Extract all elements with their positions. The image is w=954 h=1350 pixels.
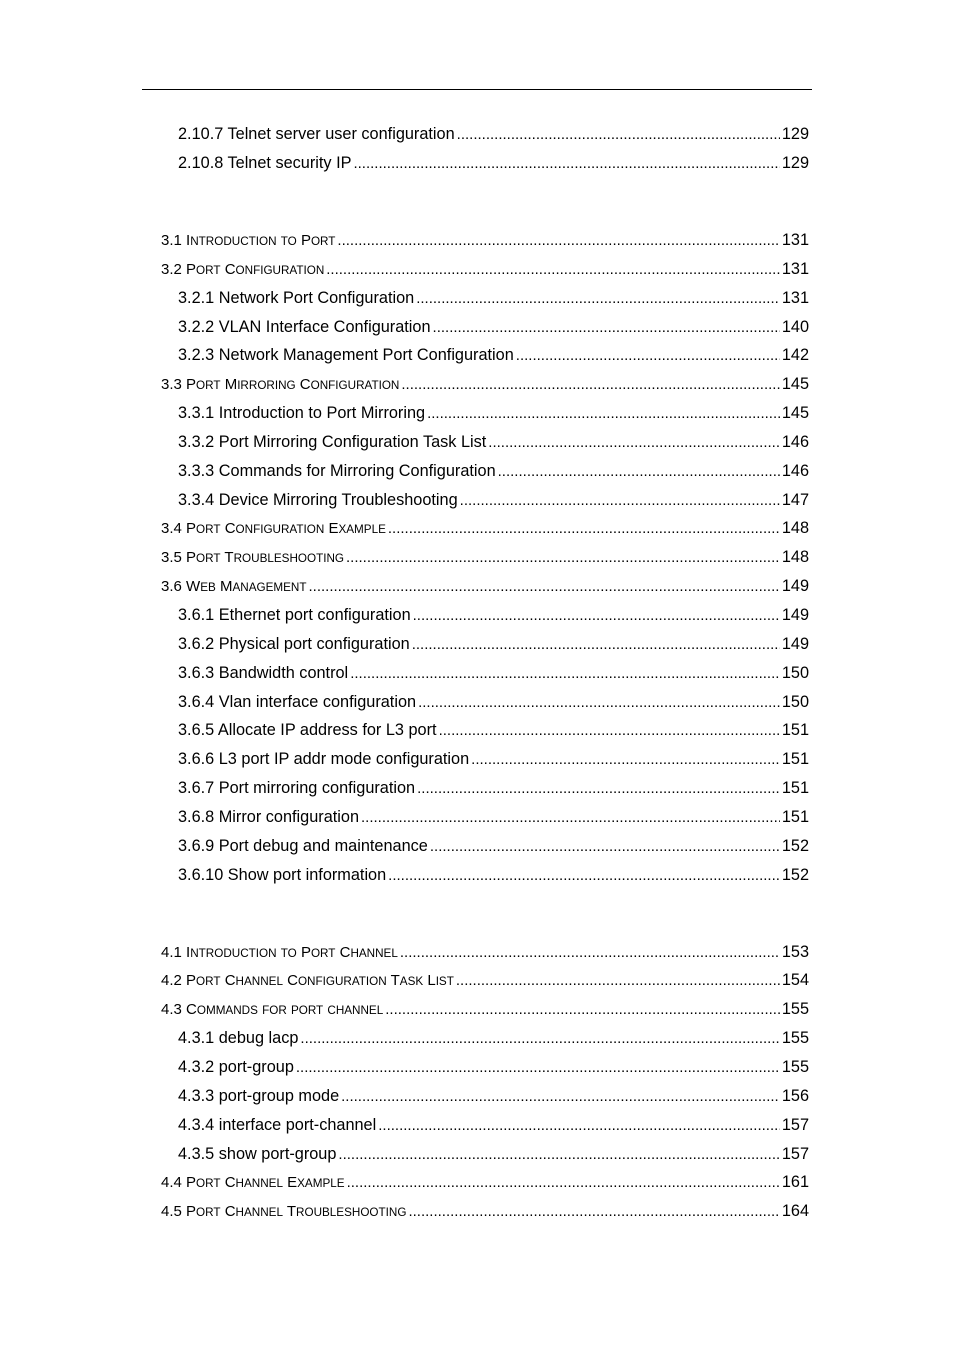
toc-entry[interactable] bbox=[161, 547, 809, 567]
toc-entry-number: 4.4 bbox=[161, 1174, 187, 1191]
toc-dot-leader bbox=[412, 635, 780, 655]
toc-dot-leader bbox=[346, 548, 780, 568]
toc-entry[interactable] bbox=[178, 153, 809, 173]
toc-entry-title: Commands for Mirroring Configuration bbox=[218, 462, 496, 480]
toc-entry-title: PORT CHANNEL CONFIGURATION TASK LIST bbox=[186, 972, 454, 989]
toc-entry-number: 3.6 bbox=[161, 578, 187, 595]
toc-entry-number: 3.3.3 bbox=[178, 462, 219, 480]
toc-entry-number: 4.3 bbox=[161, 1001, 187, 1018]
toc-entry-number: 3.6.5 bbox=[178, 721, 218, 739]
toc-dot-leader bbox=[401, 375, 779, 395]
toc-entry-number: 3.5 bbox=[161, 549, 187, 566]
toc-entry[interactable] bbox=[178, 432, 809, 452]
toc-entry-label bbox=[161, 1202, 406, 1223]
toc-entry-label bbox=[178, 153, 351, 173]
toc-dot-leader bbox=[427, 404, 780, 424]
toc-entry-number: 3.2 bbox=[161, 261, 187, 278]
toc-entry-label bbox=[178, 490, 458, 510]
toc-entry-number: 3.6.4 bbox=[178, 693, 219, 711]
toc-dot-leader bbox=[353, 154, 779, 174]
toc-entry-title: Vlan interface configuration bbox=[218, 693, 417, 711]
toc-entry-page: 145 bbox=[781, 404, 809, 422]
toc-entry-label bbox=[161, 260, 324, 281]
toc-entry[interactable] bbox=[178, 1028, 809, 1048]
toc-entry-title: debug lacp bbox=[218, 1029, 299, 1047]
toc-entry[interactable] bbox=[161, 970, 809, 990]
toc-entry-page: 148 bbox=[781, 548, 809, 566]
toc-dot-leader bbox=[488, 433, 780, 453]
toc-entry-title: port-group mode bbox=[218, 1087, 340, 1105]
toc-entry-label bbox=[178, 605, 411, 625]
toc-entry-page: 140 bbox=[781, 318, 809, 336]
toc-entry-page: 157 bbox=[781, 1116, 809, 1134]
toc-entry-title: Port debug and maintenance bbox=[218, 837, 428, 855]
toc-entry-number: 3.2.3 bbox=[178, 346, 219, 364]
toc-entry-page: 150 bbox=[781, 693, 809, 711]
toc-dot-leader bbox=[413, 606, 780, 626]
toc-entry-title: PORT CHANNEL TROUBLESHOOTING bbox=[186, 1203, 407, 1220]
toc-entry-label bbox=[161, 375, 399, 396]
toc-entry-number: 4.3.3 bbox=[178, 1087, 219, 1105]
toc-entry-label bbox=[178, 663, 348, 683]
header-rule bbox=[142, 89, 812, 90]
toc-entry[interactable] bbox=[178, 663, 809, 683]
toc-entry[interactable] bbox=[178, 720, 809, 740]
toc-entry-label bbox=[161, 1000, 383, 1021]
toc-entry-number: 3.6.9 bbox=[178, 837, 219, 855]
toc-entry-number: 2.10.8 bbox=[178, 154, 228, 172]
toc-entry-title: Port mirroring configuration bbox=[218, 779, 416, 797]
toc-entry-label bbox=[161, 1173, 345, 1194]
toc-entry[interactable] bbox=[161, 518, 809, 538]
toc-entry[interactable] bbox=[178, 124, 809, 144]
toc-dot-leader bbox=[326, 260, 780, 280]
toc-entry-title: PORT MIRRORING CONFIGURATION bbox=[186, 376, 400, 393]
toc-entry[interactable] bbox=[178, 605, 809, 625]
toc-dot-leader bbox=[296, 1058, 780, 1078]
toc-entry-title: Ethernet port configuration bbox=[218, 606, 411, 624]
toc-entry-label bbox=[178, 403, 425, 423]
toc-dot-leader bbox=[516, 346, 780, 366]
toc-entry-page: 155 bbox=[781, 1000, 809, 1018]
toc-entry[interactable] bbox=[178, 403, 809, 423]
toc-entry-label bbox=[161, 943, 398, 964]
toc-entry-title: PORT TROUBLESHOOTING bbox=[186, 549, 344, 566]
toc-entry-label bbox=[178, 634, 410, 654]
toc-entry-number: 4.3.1 bbox=[178, 1029, 219, 1047]
toc-entry[interactable] bbox=[178, 345, 809, 365]
toc-dot-leader bbox=[388, 519, 780, 539]
toc-entry-title: L3 port IP addr mode configuration bbox=[218, 750, 470, 768]
toc-entry-number: 3.6.1 bbox=[178, 606, 219, 624]
toc-entry-page: 131 bbox=[781, 260, 809, 278]
toc-entry-page: 149 bbox=[781, 635, 809, 653]
toc-dot-leader bbox=[430, 837, 780, 857]
toc-entry-page: 151 bbox=[781, 779, 809, 797]
toc-entry-label bbox=[178, 749, 469, 769]
toc-entry-label bbox=[178, 461, 496, 481]
toc-entry-page: 157 bbox=[781, 1145, 809, 1163]
toc-dot-leader bbox=[416, 289, 780, 309]
toc-entry-label bbox=[178, 345, 514, 365]
toc-dot-leader bbox=[388, 866, 780, 886]
toc-entry[interactable] bbox=[178, 836, 809, 856]
toc-entry-page: 142 bbox=[781, 346, 809, 364]
toc-entry-number: 4.3.4 bbox=[178, 1116, 219, 1134]
toc-entry[interactable] bbox=[178, 807, 809, 827]
toc-entry-page: 151 bbox=[781, 808, 809, 826]
toc-entry-page: 164 bbox=[781, 1202, 809, 1220]
toc-dot-leader bbox=[337, 231, 779, 251]
toc-entry-page: 149 bbox=[781, 577, 809, 595]
toc-entry-number: 4.3.2 bbox=[178, 1058, 219, 1076]
toc-dot-leader bbox=[498, 462, 780, 482]
toc-entry-label bbox=[178, 1057, 294, 1077]
toc-entry-number: 3.3.4 bbox=[178, 491, 219, 509]
toc-entry-title: Network Port Configuration bbox=[218, 289, 415, 307]
toc-entry-title: PORT CONFIGURATION bbox=[186, 261, 325, 278]
toc-entry-title: PORT CONFIGURATION EXAMPLE bbox=[186, 520, 386, 537]
toc-entry-label bbox=[178, 865, 386, 885]
toc-entry[interactable] bbox=[178, 1115, 809, 1135]
toc-entry-title: Network Management Port Configuration bbox=[218, 346, 514, 364]
toc-dot-leader bbox=[418, 693, 780, 713]
toc-entry-page: 155 bbox=[781, 1058, 809, 1076]
toc-entry-number: 3.2.2 bbox=[178, 318, 219, 336]
toc-dot-leader bbox=[341, 1087, 780, 1107]
toc-entry-page: 149 bbox=[781, 606, 809, 624]
toc-entry-number: 3.6.8 bbox=[178, 808, 219, 826]
toc-entry[interactable] bbox=[178, 749, 809, 769]
toc-entry-label bbox=[178, 778, 415, 798]
toc-entry-page: 150 bbox=[781, 664, 809, 682]
toc-entry[interactable] bbox=[161, 1201, 809, 1221]
toc-entry-title: Physical port configuration bbox=[218, 635, 410, 653]
toc-entry[interactable] bbox=[161, 230, 809, 250]
toc-entry-number: 3.2.1 bbox=[178, 289, 219, 307]
toc-dot-leader bbox=[385, 1000, 780, 1020]
toc-entry-page: 156 bbox=[781, 1087, 809, 1105]
toc-entry-title: Telnet security IP bbox=[227, 154, 352, 172]
toc-dot-leader bbox=[338, 1145, 779, 1165]
toc-entry-number: 3.3.2 bbox=[178, 433, 219, 451]
toc-entry[interactable] bbox=[178, 1057, 809, 1077]
toc-entry-number: 3.1 bbox=[161, 232, 187, 249]
toc-dot-leader bbox=[378, 1116, 780, 1136]
toc-entry-number: 3.6.2 bbox=[178, 635, 219, 653]
toc-entry-page: 155 bbox=[781, 1029, 809, 1047]
toc-entry[interactable] bbox=[161, 374, 809, 394]
toc-entry[interactable] bbox=[178, 317, 809, 337]
toc-entry-page: 153 bbox=[781, 943, 809, 961]
toc-entry-page: 129 bbox=[781, 125, 809, 143]
toc-entry[interactable] bbox=[178, 1144, 809, 1164]
toc-entry-number: 4.2 bbox=[161, 972, 187, 989]
toc-entry-title: Show port information bbox=[227, 866, 387, 884]
toc-entry-label bbox=[178, 124, 455, 144]
toc-entry-label bbox=[161, 577, 307, 598]
toc-entry[interactable] bbox=[161, 576, 809, 596]
toc-dot-leader bbox=[456, 971, 780, 991]
toc-entry-number: 3.6.7 bbox=[178, 779, 219, 797]
toc-entry-label bbox=[178, 720, 437, 740]
toc-dot-leader bbox=[400, 943, 780, 963]
toc-entry-title: Device Mirroring Troubleshooting bbox=[218, 491, 458, 509]
toc-entry-label bbox=[161, 519, 386, 540]
toc-entry-title: PORT CHANNEL EXAMPLE bbox=[186, 1174, 345, 1191]
toc-entry-title: Port Mirroring Configuration Task List bbox=[218, 433, 487, 451]
toc-entry-page: 152 bbox=[781, 866, 809, 884]
toc-dot-leader bbox=[433, 318, 780, 338]
toc-entry-page: 151 bbox=[781, 721, 809, 739]
toc-entry[interactable] bbox=[178, 490, 809, 510]
toc-entry-title: COMMANDS FOR PORT CHANNEL bbox=[186, 1001, 384, 1018]
toc-entry-page: 131 bbox=[781, 289, 809, 307]
toc-entry-label bbox=[178, 807, 359, 827]
toc-entry-title: Allocate IP address for L3 port bbox=[217, 721, 437, 739]
toc-entry-title: VLAN Interface Configuration bbox=[218, 318, 431, 336]
toc-entry-title: Mirror configuration bbox=[218, 808, 360, 826]
toc-dot-leader bbox=[347, 1173, 780, 1193]
toc-dot-leader bbox=[460, 491, 780, 511]
toc-entry[interactable] bbox=[178, 288, 809, 308]
toc-entry-number: 3.6.10 bbox=[178, 866, 228, 884]
toc-dot-leader bbox=[457, 125, 780, 145]
toc-entry[interactable] bbox=[161, 942, 809, 962]
toc-entry-page: 146 bbox=[781, 462, 809, 480]
toc-entry-page: 152 bbox=[781, 837, 809, 855]
toc-entry-page: 161 bbox=[781, 1173, 809, 1191]
toc-entry-page: 129 bbox=[781, 154, 809, 172]
toc-entry-label bbox=[178, 288, 414, 308]
toc-entry-label bbox=[178, 1115, 376, 1135]
toc-entry-label bbox=[178, 692, 416, 712]
toc-entry-number: 2.10.7 bbox=[178, 125, 228, 143]
toc-entry[interactable] bbox=[178, 692, 809, 712]
toc-entry-title: WEB MANAGEMENT bbox=[186, 578, 307, 595]
toc-dot-leader bbox=[309, 577, 780, 597]
toc-entry-number: 3.6.6 bbox=[178, 750, 219, 768]
toc-dot-leader bbox=[471, 750, 780, 770]
toc-entry-page: 154 bbox=[781, 971, 809, 989]
toc-entry-page: 148 bbox=[781, 519, 809, 537]
toc-entry-title: show port-group bbox=[218, 1145, 337, 1163]
toc-entry-number: 3.6.3 bbox=[178, 664, 219, 682]
toc-entry-label bbox=[161, 231, 335, 252]
toc-entry-page: 131 bbox=[781, 231, 809, 249]
toc-dot-leader bbox=[300, 1029, 779, 1049]
toc-entry-label bbox=[161, 548, 344, 569]
toc-entry-page: 147 bbox=[781, 491, 809, 509]
toc-entry-title: INTRODUCTION TO PORT bbox=[186, 232, 336, 249]
toc-dot-leader bbox=[350, 664, 780, 684]
toc-entry[interactable] bbox=[178, 461, 809, 481]
toc-entry[interactable] bbox=[178, 865, 809, 885]
toc-entry-number: 3.3.1 bbox=[178, 404, 219, 422]
toc-entry-number: 3.3 bbox=[161, 376, 187, 393]
toc-entry-title: interface port-channel bbox=[218, 1116, 377, 1134]
toc-entry-label bbox=[178, 1086, 339, 1106]
toc-dot-leader bbox=[361, 808, 780, 828]
toc-entry[interactable] bbox=[178, 1086, 809, 1106]
toc-entry-title: Telnet server user configuration bbox=[227, 125, 455, 143]
toc-entry[interactable] bbox=[161, 259, 809, 279]
toc-entry-number: 4.1 bbox=[161, 944, 187, 961]
toc-entry-label bbox=[178, 317, 431, 337]
toc-dot-leader bbox=[417, 779, 780, 799]
toc-entry-number: 4.5 bbox=[161, 1203, 187, 1220]
toc-dot-leader bbox=[408, 1202, 779, 1222]
toc-entry-number: 3.4 bbox=[161, 520, 187, 537]
toc-entry[interactable] bbox=[178, 778, 809, 798]
toc-entry-title: Bandwidth control bbox=[218, 664, 349, 682]
toc-entry[interactable] bbox=[161, 999, 809, 1019]
toc-entry[interactable] bbox=[178, 634, 809, 654]
toc-entry-title: INTRODUCTION TO PORT CHANNEL bbox=[186, 944, 398, 961]
toc-entry-label bbox=[178, 432, 486, 452]
toc-dot-leader bbox=[439, 721, 780, 741]
toc-entry-page: 146 bbox=[781, 433, 809, 451]
toc-entry-page: 145 bbox=[781, 375, 809, 393]
toc-entry-label bbox=[178, 1028, 298, 1048]
toc-entry-title: port-group bbox=[218, 1058, 294, 1076]
toc-entry-label bbox=[178, 836, 428, 856]
toc-entry[interactable] bbox=[161, 1172, 809, 1192]
toc-entry-label bbox=[161, 971, 454, 992]
toc-entry-page: 151 bbox=[781, 750, 809, 768]
toc-entry-number: 4.3.5 bbox=[178, 1145, 219, 1163]
toc-entry-label bbox=[178, 1144, 336, 1164]
toc-entry-title: Introduction to Port Mirroring bbox=[218, 404, 426, 422]
